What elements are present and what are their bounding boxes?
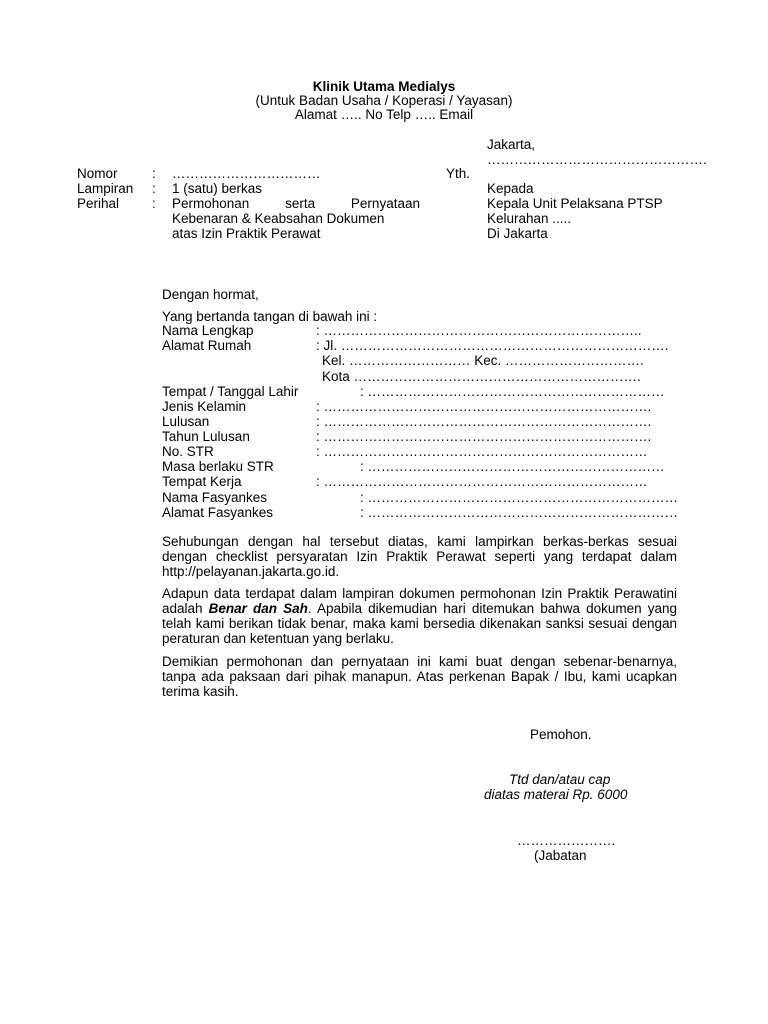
- perihal-label: Perihal: [77, 196, 120, 211]
- nomor-label: Nomor: [77, 166, 118, 181]
- perihal-colon: :: [152, 196, 156, 211]
- alamat-rumah-value: : Jl. ……………………………………………………………….: [316, 338, 669, 353]
- tahun-lulusan-label: Tahun Lulusan: [162, 429, 250, 444]
- perihal-line-3: atas Izin Praktik Perawat: [172, 226, 321, 241]
- no-str-label: No. STR: [162, 444, 214, 459]
- nomor-value: ……………………………: [172, 166, 321, 181]
- kota-value: Kota ……………………………………………………….: [322, 369, 641, 384]
- letter-title: Klinik Utama Medialys: [312, 79, 456, 94]
- nama-lengkap-value: : ……………………………………………………………..: [316, 323, 642, 338]
- letter-subtitle: (Untuk Badan Usaha / Koperasi / Yayasan): [255, 93, 513, 108]
- recipient-line-3: Di Jakarta: [487, 226, 548, 241]
- signatory-name-placeholder: ………………….: [517, 833, 616, 848]
- date-placeholder: ………………………………………….: [487, 152, 707, 167]
- masa-berlaku-label: Masa berlaku STR: [162, 459, 274, 474]
- nama-fasyankes-value: : ……………………………………………………………: [360, 490, 679, 505]
- tempat-tanggal-lahir-label: Tempat / Tanggal Lahir: [162, 384, 299, 399]
- paragraph-2-part-b: . Apabila dikemudian hari ditemukan bahwa dokumen yang telah kami berikan tidak benar, maka kami bersedia dikenakan sanksi sesuai dengan peraturan dan ketentuan yang berlaku.: [162, 601, 677, 646]
- kel-kec-value: Kel. ……………………… Kec. ………………………….: [322, 353, 644, 368]
- jenis-kelamin-value: : ……………………………………………………………….: [316, 399, 652, 414]
- letter-address: Alamat ….. No Telp ….. Email: [294, 107, 474, 122]
- lulusan-value: : ……………………………………………………………….: [316, 414, 652, 429]
- tempat-tanggal-lahir-value: : …………………………………………………………: [360, 384, 665, 399]
- recipient-line-2: Kelurahan .....: [487, 211, 572, 226]
- perihal-line-1: [172, 196, 420, 211]
- tahun-lulusan-value: : ……………………………………………………………….: [316, 429, 652, 444]
- signature-instruction-2: diatas materai Rp. 6000: [484, 787, 628, 802]
- intro-line: Yang bertanda tangan di bawah ini :: [162, 309, 378, 324]
- alamat-fasyankes-label: Alamat Fasyankes: [162, 505, 274, 520]
- paragraph-3: Demikian permohonan dan pernyataan ini kami buat dengan sebenar-benarnya, tanpa ada paksaan dari pihak manapun. Atas perkenan Bapak / Ibu, kami ucapkan terima kasih.: [162, 654, 677, 699]
- perihal-word-3: Pernyataan: [350, 196, 420, 211]
- pemohon-label: Pemohon.: [530, 727, 592, 742]
- lampiran-colon: :: [152, 181, 156, 196]
- nama-lengkap-label: Nama Lengkap: [162, 323, 254, 338]
- paragraph-2: [162, 586, 677, 646]
- alamat-fasyankes-value: : ……………………………………………………………: [360, 505, 679, 520]
- greeting: Dengan hormat,: [162, 287, 259, 302]
- recipient-line-1: Kepala Unit Pelaksana PTSP: [487, 196, 663, 211]
- place-city: Jakarta,: [487, 137, 536, 152]
- lampiran-value: 1 (satu) berkas: [172, 181, 263, 196]
- perihal-line-2: Kebenaran & Keabsahan Dokumen: [172, 211, 385, 226]
- nama-fasyankes-label: Nama Fasyankes: [162, 490, 268, 505]
- nomor-colon: :: [152, 166, 156, 181]
- paragraph-1: Sehubungan dengan hal tersebut diatas, kami lampirkan berkas-berkas sesuai dengan checklist persyaratan Izin Praktik Perawat seperti yang terdapat dalam http://pelayanan.jakarta.go.id.: [162, 534, 677, 579]
- lampiran-label: Lampiran: [77, 181, 134, 196]
- paragraph-2-emphasis: Benar dan Sah: [208, 601, 308, 616]
- masa-berlaku-value: : …………………………………………………………: [360, 459, 665, 474]
- alamat-rumah-label: Alamat Rumah: [162, 338, 252, 353]
- no-str-value: : ………………………………………………………………: [316, 444, 648, 459]
- yth-label: Yth.: [446, 166, 471, 181]
- perihal-word-1: Permohonan: [172, 196, 250, 211]
- perihal-word-2: serta: [285, 196, 316, 211]
- paragraph-2-part-a: Adapun data terdapat dalam lampiran dokumen permohonan Izin Praktik Perawatini adalah: [162, 586, 677, 616]
- lulusan-label: Lulusan: [162, 414, 210, 429]
- jenis-kelamin-label: Jenis Kelamin: [162, 399, 247, 414]
- signature-instruction-1: Ttd dan/atau cap: [509, 772, 611, 787]
- signatory-position: (Jabatan: [534, 848, 587, 863]
- tempat-kerja-value: : ………………………………………………………………: [316, 474, 648, 489]
- recipient-kepada: Kepada: [487, 181, 534, 196]
- tempat-kerja-label: Tempat Kerja: [162, 474, 242, 489]
